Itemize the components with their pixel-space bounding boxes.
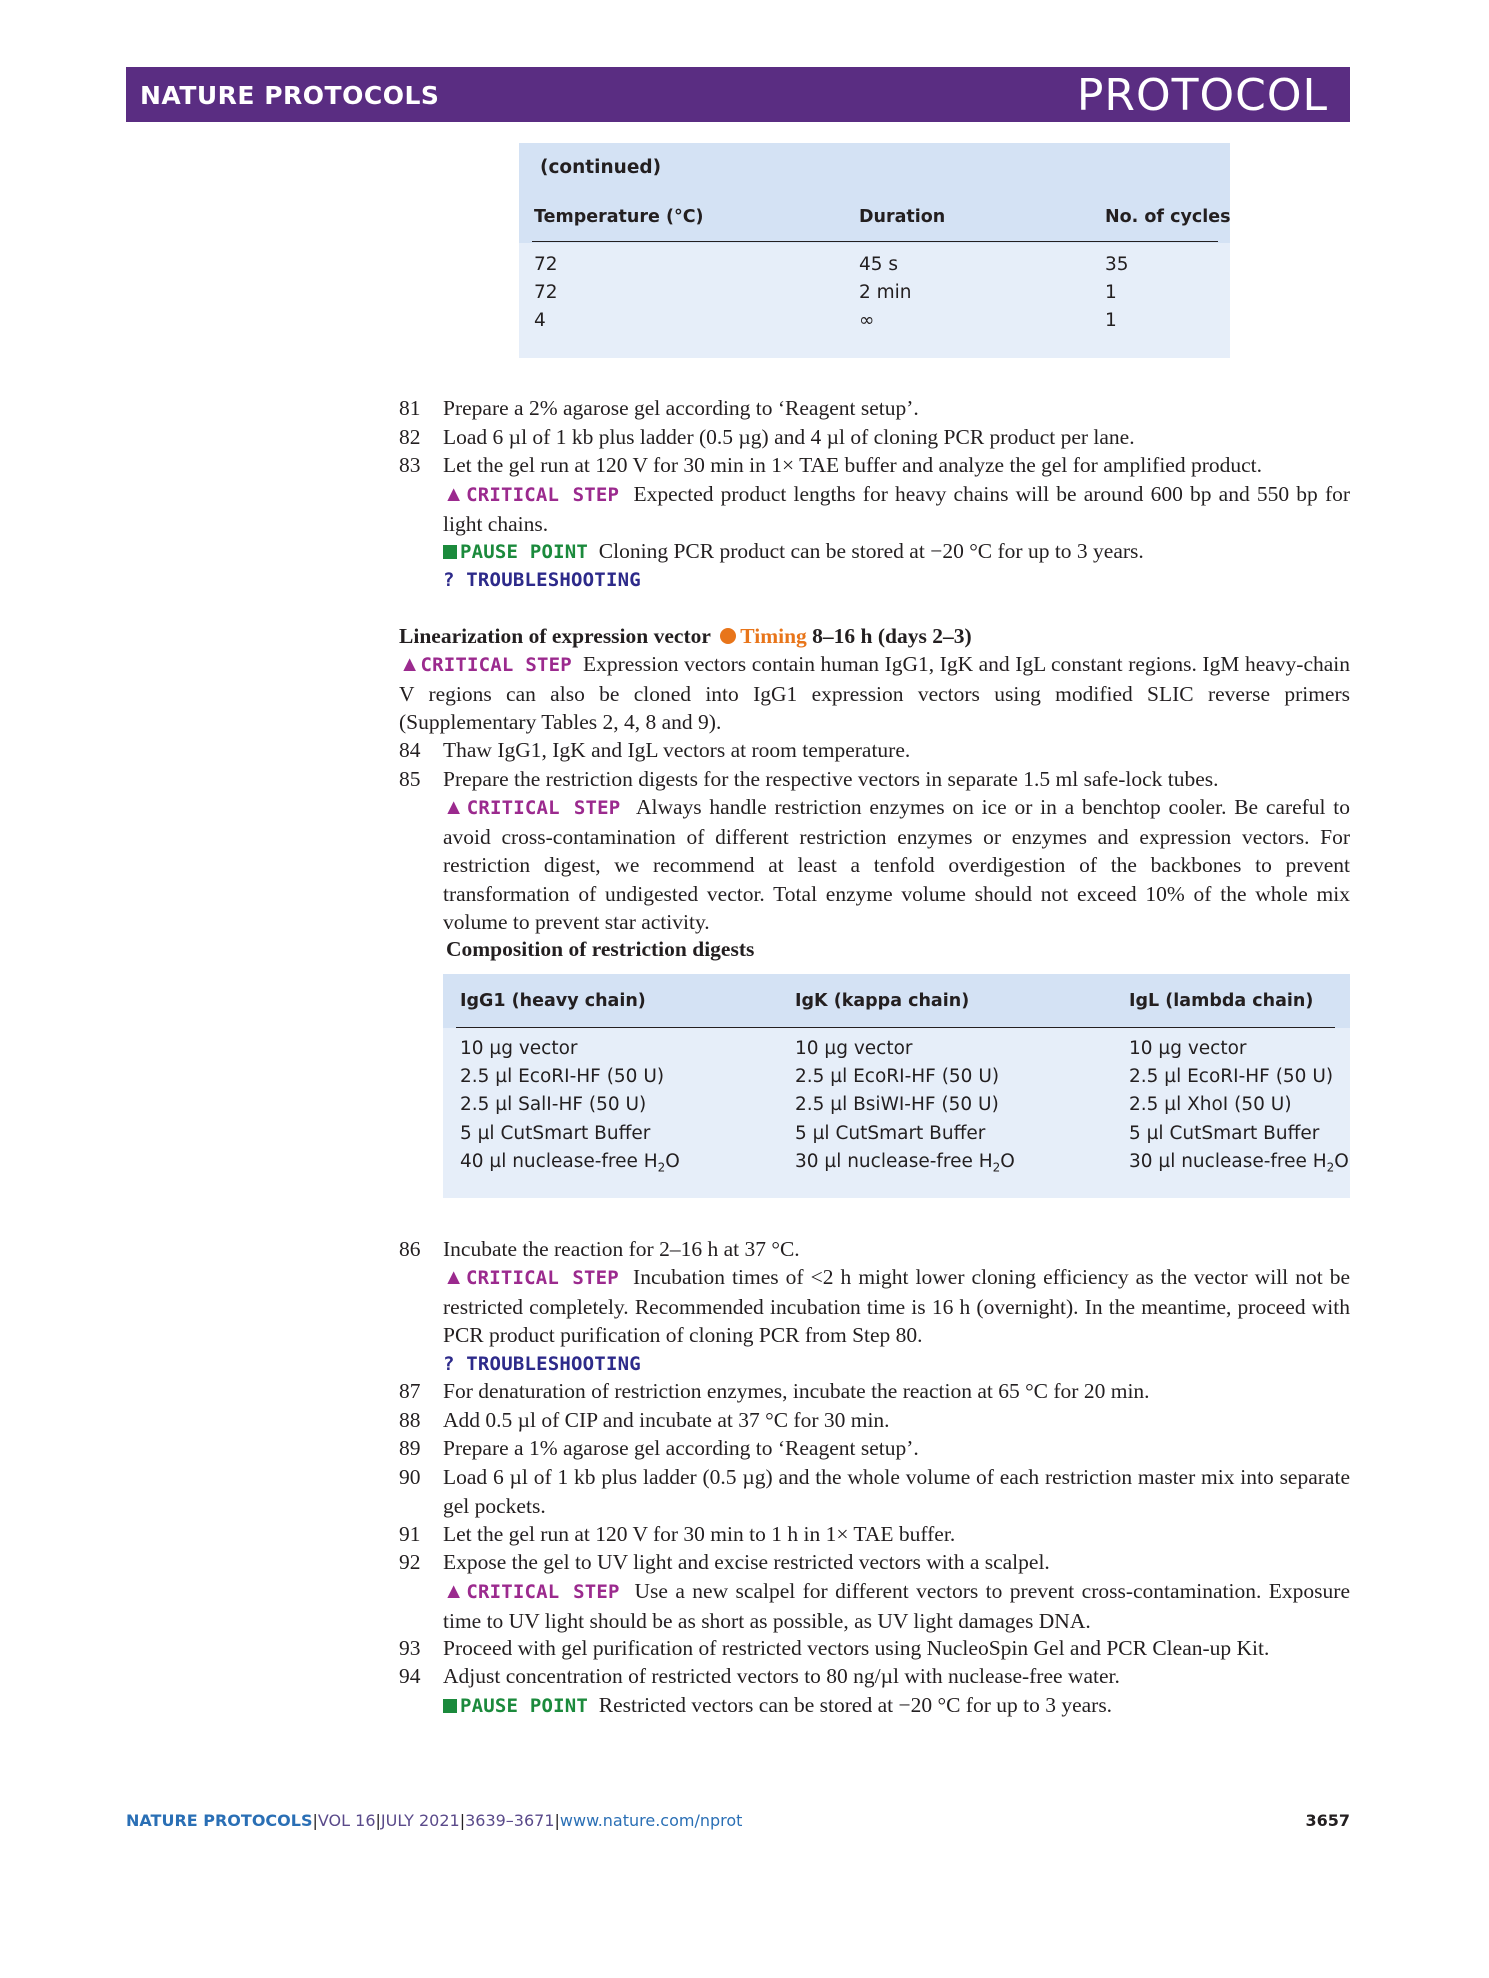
section-title: Linearization of expression vector	[399, 624, 711, 648]
water-cell-tail: O	[1000, 1151, 1015, 1172]
step-text: Thaw IgG1, IgK and IgL vectors at room temperature.	[443, 738, 911, 762]
step-text: Prepare the restriction digests for the respective vectors in separate 1.5 ml safe-lock tubes.	[443, 767, 1219, 791]
step-94	[399, 1662, 1350, 1691]
critical-step-label: CRITICAL STEP	[466, 1581, 620, 1603]
footer-url-link[interactable]: www.nature.com/nprot	[559, 1811, 743, 1830]
table-cell	[1129, 1151, 1349, 1175]
header-band	[126, 67, 1350, 122]
troubleshooting-link[interactable]	[443, 1349, 1350, 1379]
table-cell: 10 µg vector	[795, 1038, 913, 1059]
step-83	[399, 451, 1350, 480]
water-cell-tail: O	[665, 1151, 680, 1172]
step-number: 86	[399, 1237, 421, 1261]
step-text: Load 6 µl of 1 kb plus ladder (0.5 µg) and 4 µl of cloning PCR product per lane.	[443, 425, 1135, 449]
timing-value: 8–16 h (days 2–3)	[812, 624, 972, 648]
step-number: 88	[399, 1408, 421, 1432]
table-cell: 1	[1105, 282, 1117, 303]
table-cell: 2.5 µl XhoI (50 U)	[1129, 1094, 1292, 1115]
pause-square-icon	[443, 1699, 457, 1713]
step-number: 87	[399, 1379, 421, 1403]
note-text: Expected product lengths for heavy chains will be around 600 bp and 550 bp for light chains.	[443, 482, 1351, 536]
step-number: 83	[399, 453, 421, 477]
note-text: Restricted vectors can be stored at −20 °C for up to 3 years.	[598, 1693, 1113, 1717]
table-cell: 2.5 µl EcoRI-HF (50 U)	[795, 1066, 1000, 1087]
column-header: Duration	[859, 207, 946, 227]
water-cell-text: 40 µl nuclease-free H	[460, 1151, 658, 1172]
step-92	[399, 1548, 1350, 1577]
table-cell	[795, 1151, 1015, 1175]
step-87	[399, 1377, 1350, 1406]
step-text: Expose the gel to UV light and excise restricted vectors with a scalpel.	[443, 1550, 1050, 1574]
pause-point-label: PAUSE POINT	[460, 541, 589, 563]
table-cell: 5 µl CutSmart Buffer	[795, 1123, 986, 1144]
note-text: Incubation times of <2 h might lower cloning efficiency as the vector will not be restricted completely. Recommended incubation time is 16 h (overnight). In the meantime, proceed with PCR product purification of cloning PCR from Step 80.	[443, 1265, 1350, 1347]
step-82	[399, 423, 1350, 452]
critical-note	[399, 650, 1350, 737]
warning-triangle-icon: ▲	[399, 652, 421, 676]
table-cell: 2.5 µl BsiWI-HF (50 U)	[795, 1094, 999, 1115]
table-cell: 72	[534, 254, 558, 275]
page-number: 3657	[1305, 1811, 1350, 1830]
table-rule	[456, 1027, 1335, 1028]
critical-note	[443, 793, 1350, 937]
table-cell: 5 µl CutSmart Buffer	[460, 1123, 651, 1144]
step-text: Prepare a 1% agarose gel according to ‘Reagent setup’.	[443, 1436, 919, 1460]
table-cell: 2 min	[859, 282, 912, 303]
step-number: 90	[399, 1465, 421, 1489]
water-cell-tail: O	[1334, 1151, 1349, 1172]
column-header: IgL (lambda chain)	[1129, 991, 1314, 1011]
subscript: 2	[1326, 1160, 1335, 1175]
column-header: IgK (kappa chain)	[795, 991, 970, 1011]
article-type: PROTOCOL	[1076, 70, 1328, 121]
step-93	[399, 1634, 1350, 1663]
footer-pages: 3639–3671	[465, 1811, 555, 1830]
warning-triangle-icon: ▲	[443, 1265, 466, 1289]
step-number: 91	[399, 1522, 421, 1546]
step-85	[399, 765, 1350, 794]
pause-square-icon	[443, 545, 457, 559]
table-caption: (continued)	[540, 157, 662, 178]
pause-note	[443, 1691, 1350, 1721]
critical-note	[443, 1577, 1350, 1635]
note-text: Cloning PCR product can be stored at −20 °C for up to 3 years.	[598, 539, 1144, 563]
step-text: Load 6 µl of 1 kb plus ladder (0.5 µg) and the whole volume of each restriction master mix into separate gel pockets.	[443, 1465, 1350, 1518]
pause-point-label: PAUSE POINT	[460, 1695, 589, 1717]
step-81	[399, 394, 1350, 423]
troubleshooting-link[interactable]	[443, 565, 1350, 595]
table-cell: 5 µl CutSmart Buffer	[1129, 1123, 1320, 1144]
footer-journal: NATURE PROTOCOLS	[126, 1811, 313, 1830]
subscript: 2	[992, 1160, 1001, 1175]
step-text: Prepare a 2% agarose gel according to ‘Reagent setup’.	[443, 396, 919, 420]
table-cell: 10 µg vector	[1129, 1038, 1247, 1059]
note-text: Expression vectors contain human IgG1, IgK and IgL constant regions. IgM heavy-chain V regions can also be cloned into IgG1 expression vectors using modified SLIC reverse primers (Supplementary Tables 2, 4, 8 and 9).	[399, 652, 1351, 734]
pause-note	[443, 537, 1350, 567]
table-cell: 10 µg vector	[460, 1038, 578, 1059]
step-number: 85	[399, 767, 421, 791]
table-cell: ∞	[859, 310, 875, 331]
step-text: Incubate the reaction for 2–16 h at 37 °C.	[443, 1237, 800, 1261]
caption-text: Composition of restriction digests	[446, 937, 755, 961]
table-cell: 4	[534, 310, 546, 331]
step-90	[399, 1463, 1350, 1520]
note-text: Use a new scalpel for different vectors to prevent cross-contamination. Exposure time to UV light should be as short as possible, as UV light damages DNA.	[443, 1579, 1350, 1633]
warning-triangle-icon: ▲	[443, 795, 467, 819]
subscript: 2	[657, 1160, 666, 1175]
step-text: For denaturation of restriction enzymes, incubate the reaction at 65 °C for 20 min.	[443, 1379, 1150, 1403]
step-88	[399, 1406, 1350, 1435]
timing-clock-icon	[720, 628, 736, 644]
water-cell-text: 30 µl nuclease-free H	[1129, 1151, 1327, 1172]
footer-volume: VOL 16	[317, 1811, 376, 1830]
footer-citation: NATURE PROTOCOLS|VOL 16|JULY 2021|3639–3671|www.nature.com/nprot	[126, 1811, 743, 1830]
restriction-digest-table	[443, 974, 1350, 1198]
table-cell: 2.5 µl EcoRI-HF (50 U)	[460, 1066, 665, 1087]
table-caption	[446, 935, 1350, 964]
critical-step-label: CRITICAL STEP	[466, 797, 621, 819]
table-rule	[532, 241, 1218, 242]
column-header: IgG1 (heavy chain)	[460, 991, 646, 1011]
critical-step-label: CRITICAL STEP	[465, 1267, 619, 1289]
section-heading	[399, 622, 1350, 651]
table-cell: 2.5 µl SalI-HF (50 U)	[460, 1094, 647, 1115]
critical-step-label: CRITICAL STEP	[466, 484, 620, 506]
timing-label: Timing	[740, 624, 807, 648]
step-number: 92	[399, 1550, 421, 1574]
critical-note	[443, 1263, 1350, 1350]
warning-triangle-icon: ▲	[443, 482, 467, 506]
footer-issue: JULY 2021	[380, 1811, 460, 1830]
column-header: No. of cycles	[1105, 207, 1231, 227]
critical-note	[443, 480, 1350, 538]
journal-name: NATURE PROTOCOLS	[140, 81, 440, 110]
step-text: Add 0.5 µl of CIP and incubate at 37 °C for 30 min.	[443, 1408, 890, 1432]
troubleshooting-label[interactable]: ? TROUBLESHOOTING	[443, 569, 641, 591]
table-cell: 35	[1105, 254, 1129, 275]
troubleshooting-label[interactable]: ? TROUBLESHOOTING	[443, 1353, 641, 1375]
pcr-cycle-table	[519, 143, 1230, 358]
step-number: 81	[399, 396, 421, 420]
table-cell: 1	[1105, 310, 1117, 331]
table-cell: 2.5 µl EcoRI-HF (50 U)	[1129, 1066, 1334, 1087]
column-header: Temperature (°C)	[534, 207, 704, 227]
step-number: 93	[399, 1636, 421, 1660]
step-84	[399, 736, 1350, 765]
critical-step-label: CRITICAL STEP	[420, 654, 572, 676]
note-text: Always handle restriction enzymes on ice or in a benchtop cooler. Be careful to avoid cross-contamination of different restriction enzymes or enzymes and expression vectors. For restriction digest, we recommend at least a tenfold overdigestion of the backbones to prevent transformation of undigested vector. Total enzyme volume should not exceed 10% of the whole mix volume to prevent star activity.	[443, 795, 1351, 934]
water-cell-text: 30 µl nuclease-free H	[795, 1151, 993, 1172]
step-text: Let the gel run at 120 V for 30 min in 1× TAE buffer and analyze the gel for amplified product.	[443, 453, 1263, 477]
step-86	[399, 1235, 1350, 1264]
step-89	[399, 1434, 1350, 1463]
step-text: Let the gel run at 120 V for 30 min to 1 h in 1× TAE buffer.	[443, 1522, 956, 1546]
table-cell	[460, 1151, 680, 1175]
step-number: 94	[399, 1664, 421, 1688]
step-number: 89	[399, 1436, 421, 1460]
table-cell: 72	[534, 282, 558, 303]
step-text: Adjust concentration of restricted vectors to 80 ng/µl with nuclease-free water.	[443, 1664, 1120, 1688]
step-number: 82	[399, 425, 421, 449]
step-91	[399, 1520, 1350, 1549]
step-number: 84	[399, 738, 421, 762]
table-cell: 45 s	[859, 254, 899, 275]
step-text: Proceed with gel purification of restricted vectors using NucleoSpin Gel and PCR Clean-up Kit.	[443, 1636, 1270, 1660]
warning-triangle-icon: ▲	[443, 1579, 467, 1603]
